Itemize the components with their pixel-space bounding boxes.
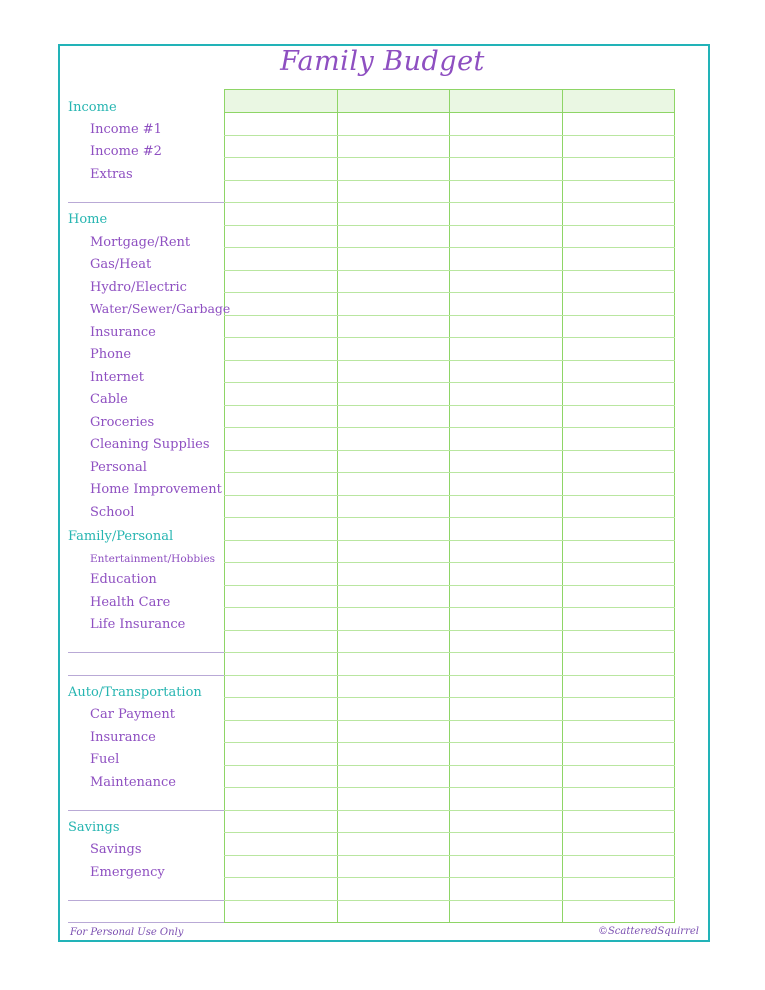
grid-row-line [224,360,675,361]
grid-row-line [224,742,675,743]
budget-item: Insurance [90,325,156,340]
budget-item: Water/Sewer/Garbage [90,301,231,316]
budget-item: Personal [90,460,147,475]
grid-row-line [224,922,675,923]
grid-row-line [224,630,675,631]
grid-row-line [224,832,675,833]
section-divider [68,202,224,203]
grid-row-line [224,900,675,901]
budget-item: School [90,505,135,520]
budget-item: Extras [90,167,133,182]
grid-row-line [224,405,675,406]
budget-item: Income #1 [90,122,162,137]
grid-row-line [224,270,675,271]
grid-row-line [224,855,675,856]
budget-item: Home Improvement [90,482,222,497]
budget-item: Cable [90,392,128,407]
section-divider [68,922,224,923]
budget-grid [224,89,675,923]
category-auto-transportation: Auto/Transportation [68,685,202,700]
budget-item: Hydro/Electric [90,280,187,295]
grid-row-line [224,787,675,788]
grid-row-line [224,697,675,698]
grid-row-line [224,292,675,293]
budget-item: Groceries [90,415,155,430]
category-income: Income [68,100,117,115]
grid-row-line [224,652,675,653]
page-title: Family Budget [280,46,485,77]
grid-column-line [562,89,563,923]
grid-row-line [224,562,675,563]
grid-row-line [224,517,675,518]
budget-item: Mortgage/Rent [90,235,191,250]
category-savings: Savings [68,820,120,835]
grid-row-line [224,135,675,136]
budget-item: Phone [90,347,132,362]
grid-row-line [224,180,675,181]
section-divider [68,675,224,676]
grid-row-line [224,720,675,721]
grid-row-line [224,382,675,383]
grid-row-line [224,202,675,203]
grid-column-line [224,89,225,923]
grid-row-line [224,89,675,90]
budget-item: Maintenance [90,775,176,790]
grid-row-line [224,315,675,316]
grid-row-line [224,225,675,226]
footer-credit: ©ScatteredSquirrel [597,926,699,937]
grid-row-line [224,472,675,473]
category-home: Home [68,212,108,227]
budget-item: Health Care [90,595,171,610]
grid-row-line [224,337,675,338]
budget-item: Entertainment/Hobbies [90,553,216,565]
budget-item: Car Payment [90,707,175,722]
grid-row-line [224,495,675,496]
budget-item: Education [90,572,157,587]
grid-row-line [224,450,675,451]
grid-row-line [224,810,675,811]
grid-column-line [337,89,338,923]
section-divider [68,900,224,901]
grid-row-line [224,877,675,878]
footer-note: For Personal Use Only [70,927,184,938]
grid-row-line [224,427,675,428]
budget-item: Insurance [90,730,156,745]
grid-row-line [224,585,675,586]
grid-column-line [674,89,675,923]
budget-item: Emergency [90,865,165,880]
grid-row-line [224,540,675,541]
budget-item: Internet [90,370,144,385]
grid-row-line [224,607,675,608]
section-divider [68,810,224,811]
budget-item: Gas/Heat [90,257,152,272]
budget-item: Life Insurance [90,617,186,632]
grid-row-line [224,765,675,766]
grid-row-line [224,112,675,113]
section-divider [68,652,224,653]
grid-row-line [224,247,675,248]
grid-row-line [224,157,675,158]
grid-column-line [449,89,450,923]
budget-item: Fuel [90,752,120,767]
budget-item: Cleaning Supplies [90,437,210,452]
budget-item: Income #2 [90,144,162,159]
grid-row-line [224,675,675,676]
budget-item: Savings [90,842,142,857]
category-family-personal: Family/Personal [68,529,174,544]
